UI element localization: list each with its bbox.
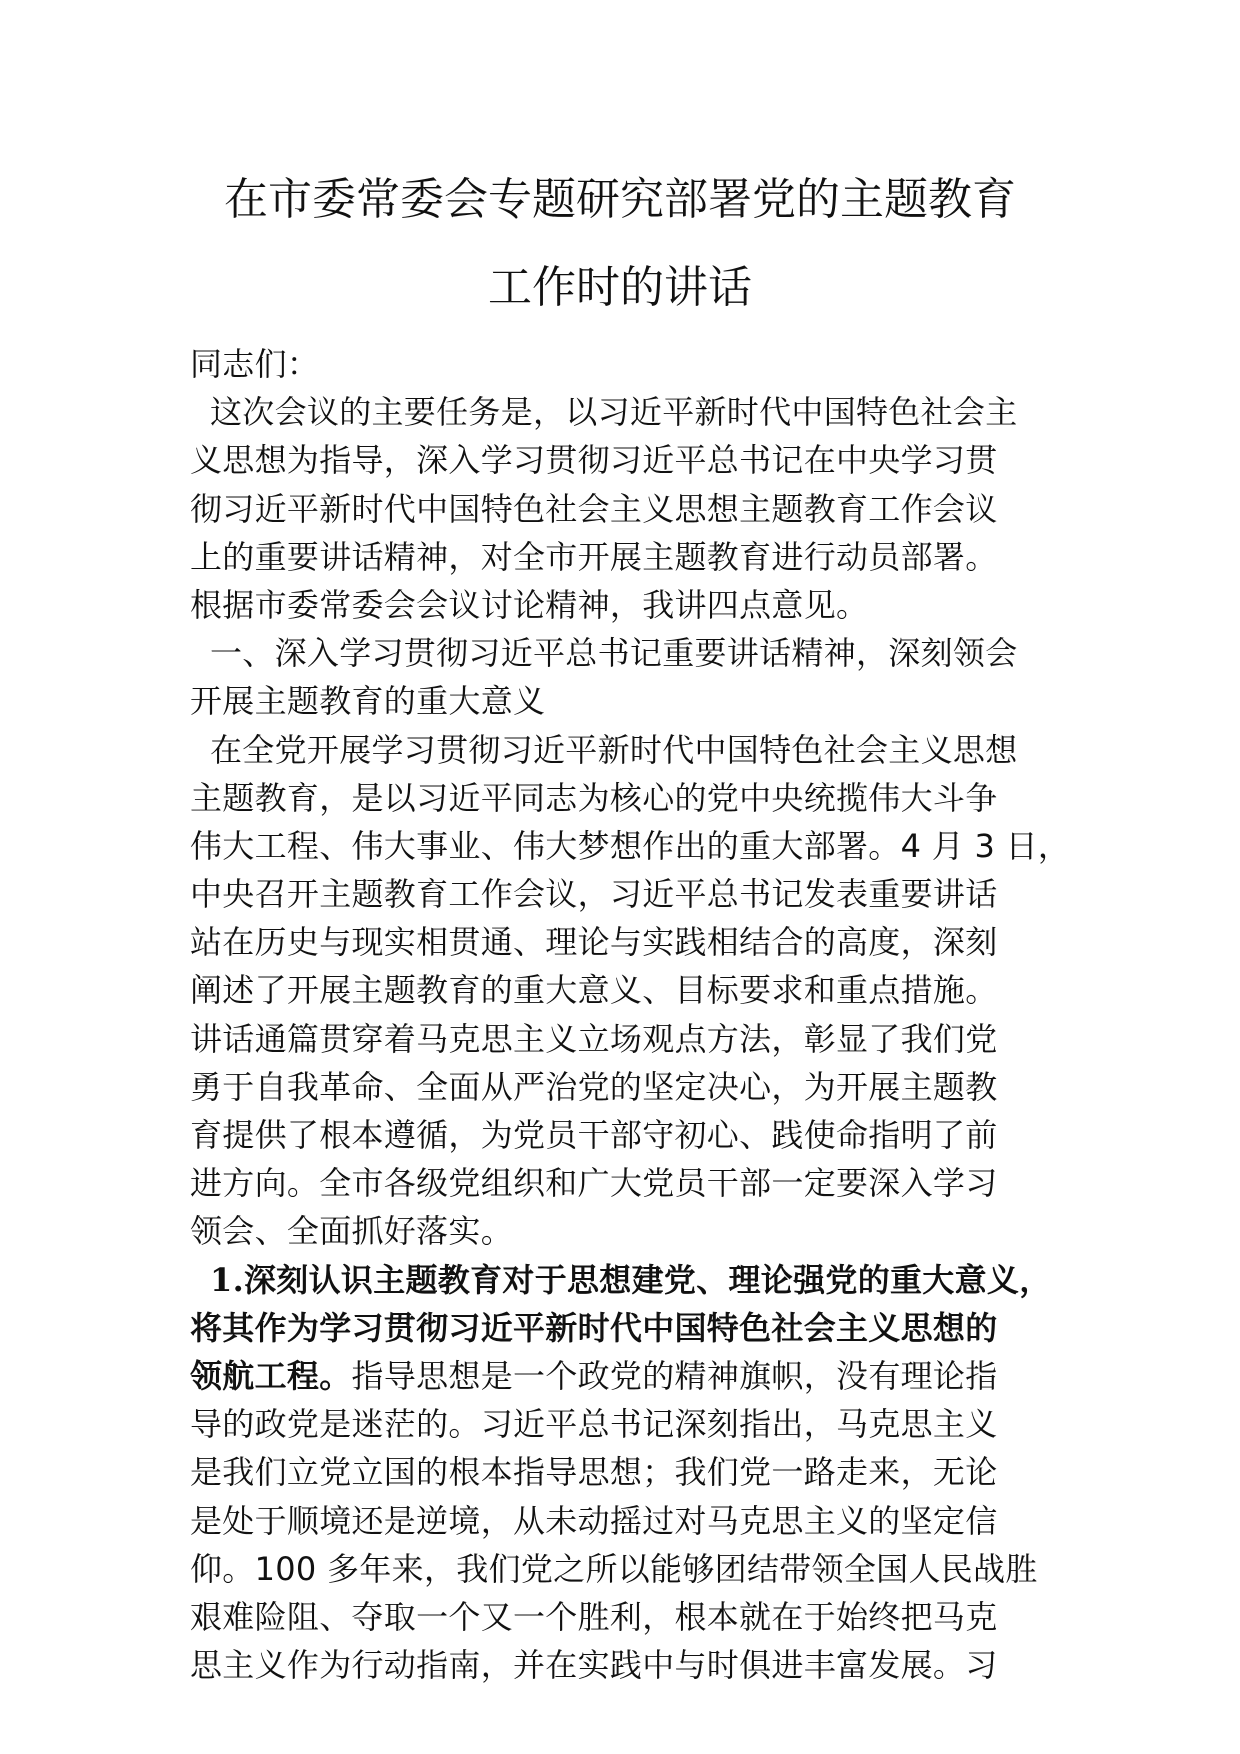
paragraph-line (190, 1545, 1070, 1593)
line-text: 导的政党是迷茫的。习近平总书记深刻指出，马克思主义 (190, 1405, 998, 1444)
line-text: 同志们： (190, 345, 320, 383)
line-text: 中央召开主题教育工作会议，习近平总书记发表重要讲话 (190, 875, 998, 914)
line-text: 彻习近平新时代中国特色社会主义思想主题教育工作会议 (190, 489, 998, 528)
section-heading-line (190, 629, 1070, 677)
line-text: 开展主题教育的重大意义 (190, 682, 546, 721)
paragraph-line (190, 1593, 1070, 1641)
line-text: 伟大工程、伟大事业、伟大梦想作出的重大部署。4 月 3 日， (190, 826, 1071, 865)
line-text: 义思想为指导，深入学习贯彻习近平总书记在中央学习贯 (190, 441, 998, 480)
paragraph-line (190, 774, 1070, 822)
line-text: 仰。100 多年来，我们党之所以能够团结带领全国人民战胜 (190, 1549, 1038, 1588)
paragraph-line (190, 436, 1070, 484)
line-text: 根据市委常委会会议讨论精神，我讲四点意见。 (190, 585, 869, 624)
line-text: 是处于顺境还是逆境，从未动摇过对马克思主义的坚定信 (190, 1501, 998, 1540)
paragraph-line (190, 1111, 1070, 1159)
paragraph-line (190, 1256, 1070, 1304)
line-text: 领会、全面抓好落实。 (190, 1212, 514, 1251)
line-text: 讲话通篇贯穿着马克思主义立场观点方法，彰显了我们党 (190, 1019, 998, 1058)
line-text: 艰难险阻、夺取一个又一个胜利，根本就在于始终把马克 (190, 1597, 998, 1636)
line-text: 育提供了根本遵循，为党员干部守初心、践使命指明了前 (190, 1116, 998, 1154)
line-text: 进方向。全市各级党组织和广大党员干部一定要深入学习 (190, 1164, 998, 1203)
paragraph-line (190, 1304, 1070, 1352)
paragraph-line (190, 966, 1070, 1014)
line-text: 指导思想是一个政党的精神旗帜，没有理论指 (351, 1356, 998, 1395)
paragraph-line (190, 485, 1070, 533)
document-body (190, 340, 1070, 1689)
paragraph-line (190, 1448, 1070, 1496)
section-heading-line (190, 677, 1070, 725)
bold-subheading: 1.深刻认识主题教育对于思想建党、理论强党的重大意义， (210, 1260, 1052, 1299)
paragraph-line (190, 340, 1070, 388)
paragraph-line (190, 1015, 1070, 1063)
paragraph-line (190, 1063, 1070, 1111)
paragraph-line (190, 581, 1070, 629)
paragraph-line (190, 1352, 1070, 1400)
paragraph-line (190, 918, 1070, 966)
paragraph-line (190, 822, 1070, 870)
document-title-line-2: 工作时的讲话 (488, 262, 752, 313)
line-text: 上的重要讲话精神，对全市开展主题教育进行动员部署。 (190, 537, 998, 576)
paragraph-line (190, 1400, 1070, 1448)
paragraph-line (190, 388, 1070, 436)
bold-subheading: 领航工程。 (190, 1356, 352, 1395)
bold-subheading: 将其作为学习贯彻习近平新时代中国特色社会主义思想的 (190, 1308, 998, 1347)
paragraph-line (190, 726, 1070, 774)
line-text: 是我们立党立国的根本指导思想；我们党一路走来，无论 (190, 1453, 998, 1492)
document-title-line-1: 在市委常委会专题研究部署党的主题教育 (224, 174, 1016, 225)
paragraph-line (190, 1641, 1070, 1689)
line-text: 站在历史与现实相贯通、理论与实践相结合的高度，深刻 (190, 923, 998, 962)
line-text: 一、深入学习贯彻习近平总书记重要讲话精神，深刻领会 (210, 634, 1018, 673)
paragraph-line (190, 1159, 1070, 1207)
paragraph-line (190, 870, 1070, 918)
line-text: 勇于自我革命、全面从严治党的坚定决心，为开展主题教 (190, 1067, 998, 1106)
line-text: 阐述了开展主题教育的重大意义、目标要求和重点措施。 (190, 971, 998, 1010)
line-text: 思主义作为行动指南，并在实践中与时俱进丰富发展。习 (190, 1646, 998, 1685)
paragraph-line (190, 533, 1070, 581)
paragraph-line (190, 1497, 1070, 1545)
line-text: 在全党开展学习贯彻习近平新时代中国特色社会主义思想 (210, 730, 1018, 769)
line-text: 这次会议的主要任务是，以习近平新时代中国特色社会主 (210, 393, 1018, 432)
line-text: 主题教育，是以习近平同志为核心的党中央统揽伟大斗争 (190, 778, 998, 817)
paragraph-line (190, 1207, 1070, 1255)
